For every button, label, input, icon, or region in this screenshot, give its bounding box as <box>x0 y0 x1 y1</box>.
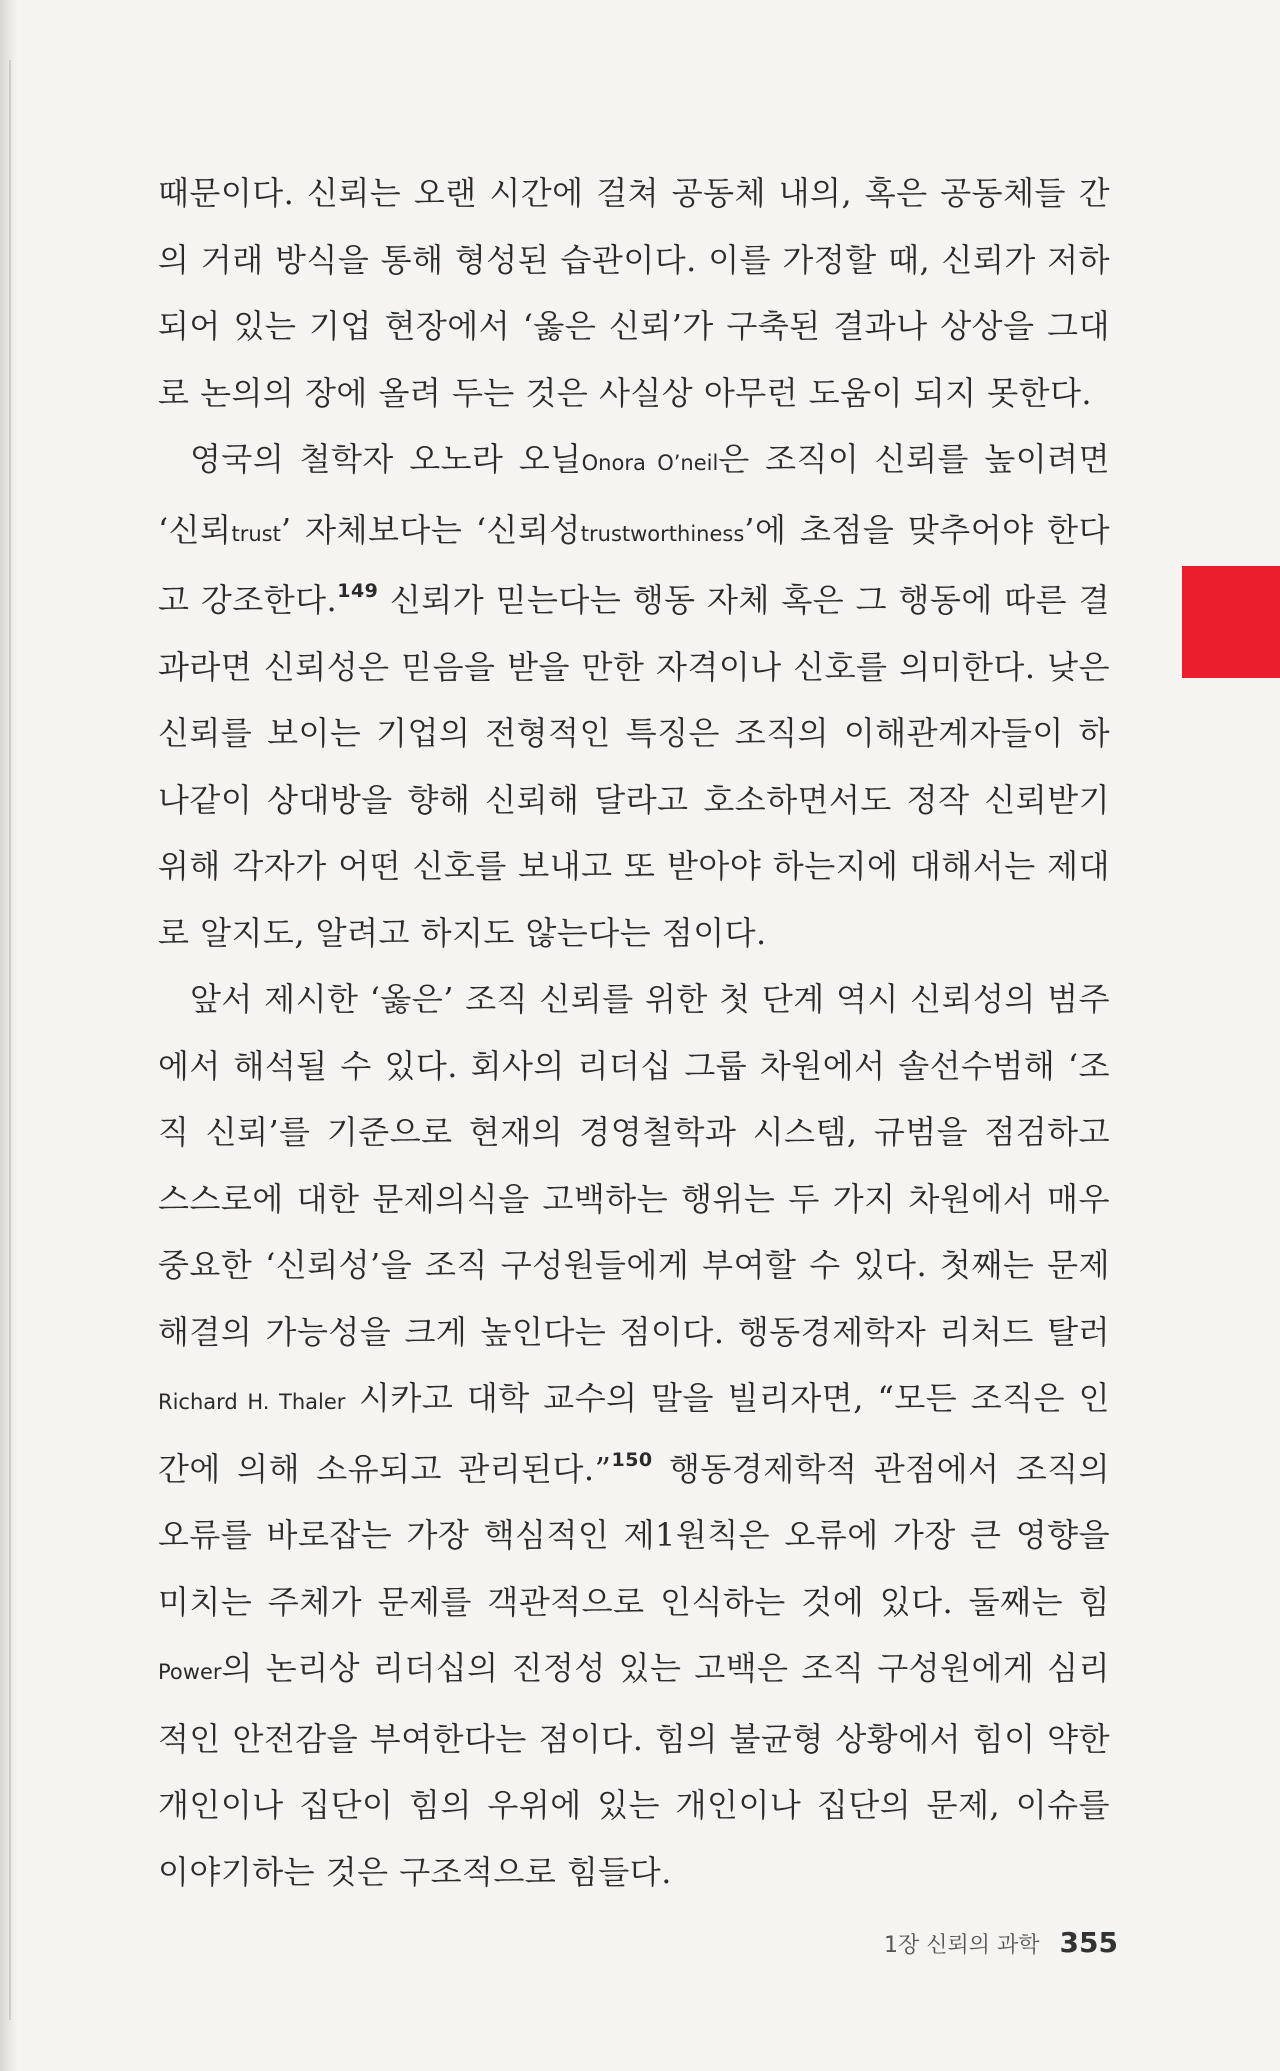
paragraph-1 <box>158 160 1110 426</box>
footnote-ref: 149 <box>337 580 379 602</box>
latin-term: Power <box>158 1660 222 1684</box>
paragraph-3 <box>158 966 1110 1905</box>
text-run: 앞서 제시한 ‘옳은’ 조직 신뢰를 위한 첫 단계 역시 신뢰성의 범주에서 해석될 수 있다. 회사의 리더십 그룹 차원에서 솔선수범해 ‘조직 신뢰’를 기준으로 현재의 경영철학과 시스템, 규범을 점검하고 스스로에 대한 문제의식을 고백하는 행위는 두 가지 차원에서 매우 중요한 ‘신뢰성’을 조직 구성원들에게 부여할 수 있다. 첫째는 문제해결의 가능성을 크게 높인다는 점이다. 행동경제학자 리처드 탈러 <box>158 980 1110 1351</box>
page-binding-edge <box>9 60 11 2020</box>
page-number: 355 <box>1059 1926 1118 1959</box>
text-run: 영국의 철학자 오노라 오닐 <box>190 440 582 478</box>
chapter-tab-marker <box>1182 566 1280 678</box>
text-run: 은 조직이 신뢰를 높이려면 ‘신뢰 <box>158 440 1110 549</box>
text-run: ’ 자체보다는 ‘신뢰성 <box>280 510 581 549</box>
latin-term: Richard H. Thaler <box>158 1390 346 1414</box>
latin-term: trustworthiness <box>580 521 745 546</box>
page-footer <box>884 1926 1118 1959</box>
text-run: 행동경제학적 관점에서 조직의 오류를 바로잡는 가장 핵심적인 제1원칙은 오류에 가장 큰 영향을 미치는 주체가 문제를 객관적으로 인식하는 것에 있다. 둘째는 힘 <box>158 1449 1110 1621</box>
text-run: 때문이다. 신뢰는 오랜 시간에 걸쳐 공동체 내의, 혹은 공동체들 간의 거래 방식을 통해 형성된 습관이다. 이를 가정할 때, 신뢰가 저하되어 있는 기업 현장에서 ‘옳은 신뢰’가 구축된 결과나 상상을 그대로 논의의 장에 올려 두는 것은 사실상 아무런 도움이 되지 못한다. <box>158 174 1110 412</box>
text-run: ’에 초점을 맞추어야 한다고 강조한다. <box>158 510 1110 619</box>
text-run: 시카고 대학 교수의 말을 빌리자면, “모든 조직은 인간에 의해 소유되고 관리된다.” <box>158 1379 1110 1488</box>
latin-term: trust <box>231 521 281 546</box>
running-footer-chapter: 1장 신뢰의 과학 <box>884 1933 1040 1958</box>
paragraph-2 <box>158 426 1110 966</box>
text-run: 의 논리상 리더십의 진정성 있는 고백은 조직 구성원에게 심리적인 안전감을 부여한다는 점이다. 힘의 불균형 상황에서 힘이 약한 개인이나 집단이 힘의 우위에 있는 개인이나 집단의 문제, 이슈를 이야기하는 것은 구조적으로 힘들다. <box>158 1649 1110 1891</box>
latin-term: Onora O’neil <box>581 451 719 475</box>
body-text <box>158 160 1110 1905</box>
footnote-ref: 150 <box>611 1448 653 1471</box>
text-run: 신뢰가 믿는다는 행동 자체 혹은 그 행동에 따른 결과라면 신뢰성은 믿음을 받을 만한 자격이나 신호를 의미한다. 낮은 신뢰를 보이는 기업의 전형적인 특징은 조직의 이해관계자들이 하나같이 상대방을 향해 신뢰해 달라고 호소하면서도 정작 신뢰받기 위해 각자가 어떤 신호를 보내고 또 받아야 하는지에 대해서는 제대로 알지도, 알려고 하지도 않는다는 점이다. <box>158 581 1110 952</box>
